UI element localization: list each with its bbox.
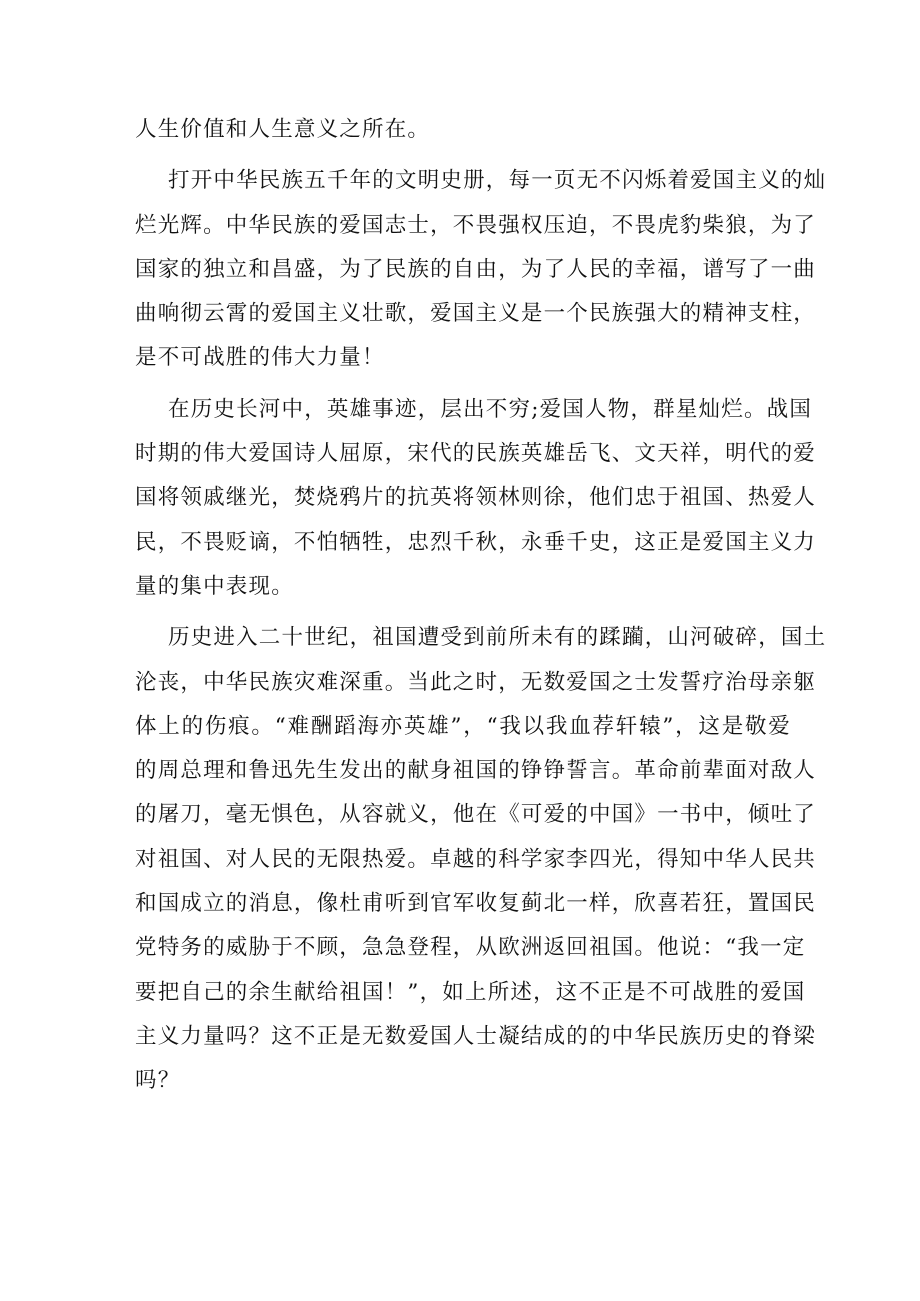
text-line: 时期的伟大爱国诗人屈原，宋代的民族英雄岳飞、文天祥，明代的爱 [135,441,817,467]
text-line: 吗？ [135,1068,181,1094]
text-line: 党特务的威胁于不顾，急急登程，从欧洲返回祖国。他说：“我一定 [135,935,806,961]
text-line: 烂光辉。中华民族的爱国志士，不畏强权压迫，不畏虎豹柴狼，为了 [135,212,817,238]
text-line: 国家的独立和昌盛，为了民族的自由，为了人民的幸福，谱写了一曲 [135,256,817,282]
text-line: 主义力量吗？这不正是无数爱国人士凝结成的的中华民族历史的脊梁 [135,1023,817,1049]
text-line: 曲响彻云霄的爱国主义壮歌，爱国主义是一个民族强大的精神支柱， [135,301,817,327]
text-line: 和国成立的消息，像杜甫听到官军收复蓟北一样，欣喜若狂，置国民 [135,891,817,917]
text-line: 沦丧，中华民族灾难深重。当此之时，无数爱国之士发誓疗治母亲躯 [135,669,817,695]
text-line: 要把自己的余生献给祖国！”，如上所述，这不正是不可战胜的爱国 [135,979,806,1005]
paragraph [135,108,791,152]
document-body [135,108,827,1111]
text-line: 量的集中表现。 [135,573,294,599]
paragraph [135,388,817,609]
text-line: 体上的伤痕。“难酬蹈海亦英雄”，“我以我血荐轩辕”，这是敬爱 [135,713,791,739]
paragraph [135,616,827,1103]
text-line: 的周总理和鲁迅先生发出的献身祖国的铮铮誓言。革命前辈面对敌人 [135,758,817,784]
text-line: 国将领戚继光，焚烧鸦片的抗英将领林则徐，他们忠于祖国、热爱人 [135,485,817,511]
text-line: 在历史长河中，英雄事迹，层出不穷;爱国人物，群星灿烂。战国 [168,396,813,422]
paragraph [135,159,827,380]
text-line: 的屠刀，毫无惧色，从容就义，他在《可爱的中国》一书中，倾吐了 [135,802,817,828]
text-line: 打开中华民族五千年的文明史册，每一页无不闪烁着爱国主义的灿 [168,168,827,194]
text-line: 民，不畏贬谪，不怕牺牲，忠烈千秋，永垂千史，这正是爱国主义力 [135,529,817,555]
text-line: 人生价值和人生意义之所在。 [135,117,431,142]
text-line: 对祖国、对人民的无限热爱。卓越的科学家李四光，得知中华人民共 [135,846,817,872]
text-line: 是不可战胜的伟大力量！ [135,345,385,371]
text-line: 历史进入二十世纪，祖国遭受到前所未有的蹂躏，山河破碎，国土 [168,625,827,651]
